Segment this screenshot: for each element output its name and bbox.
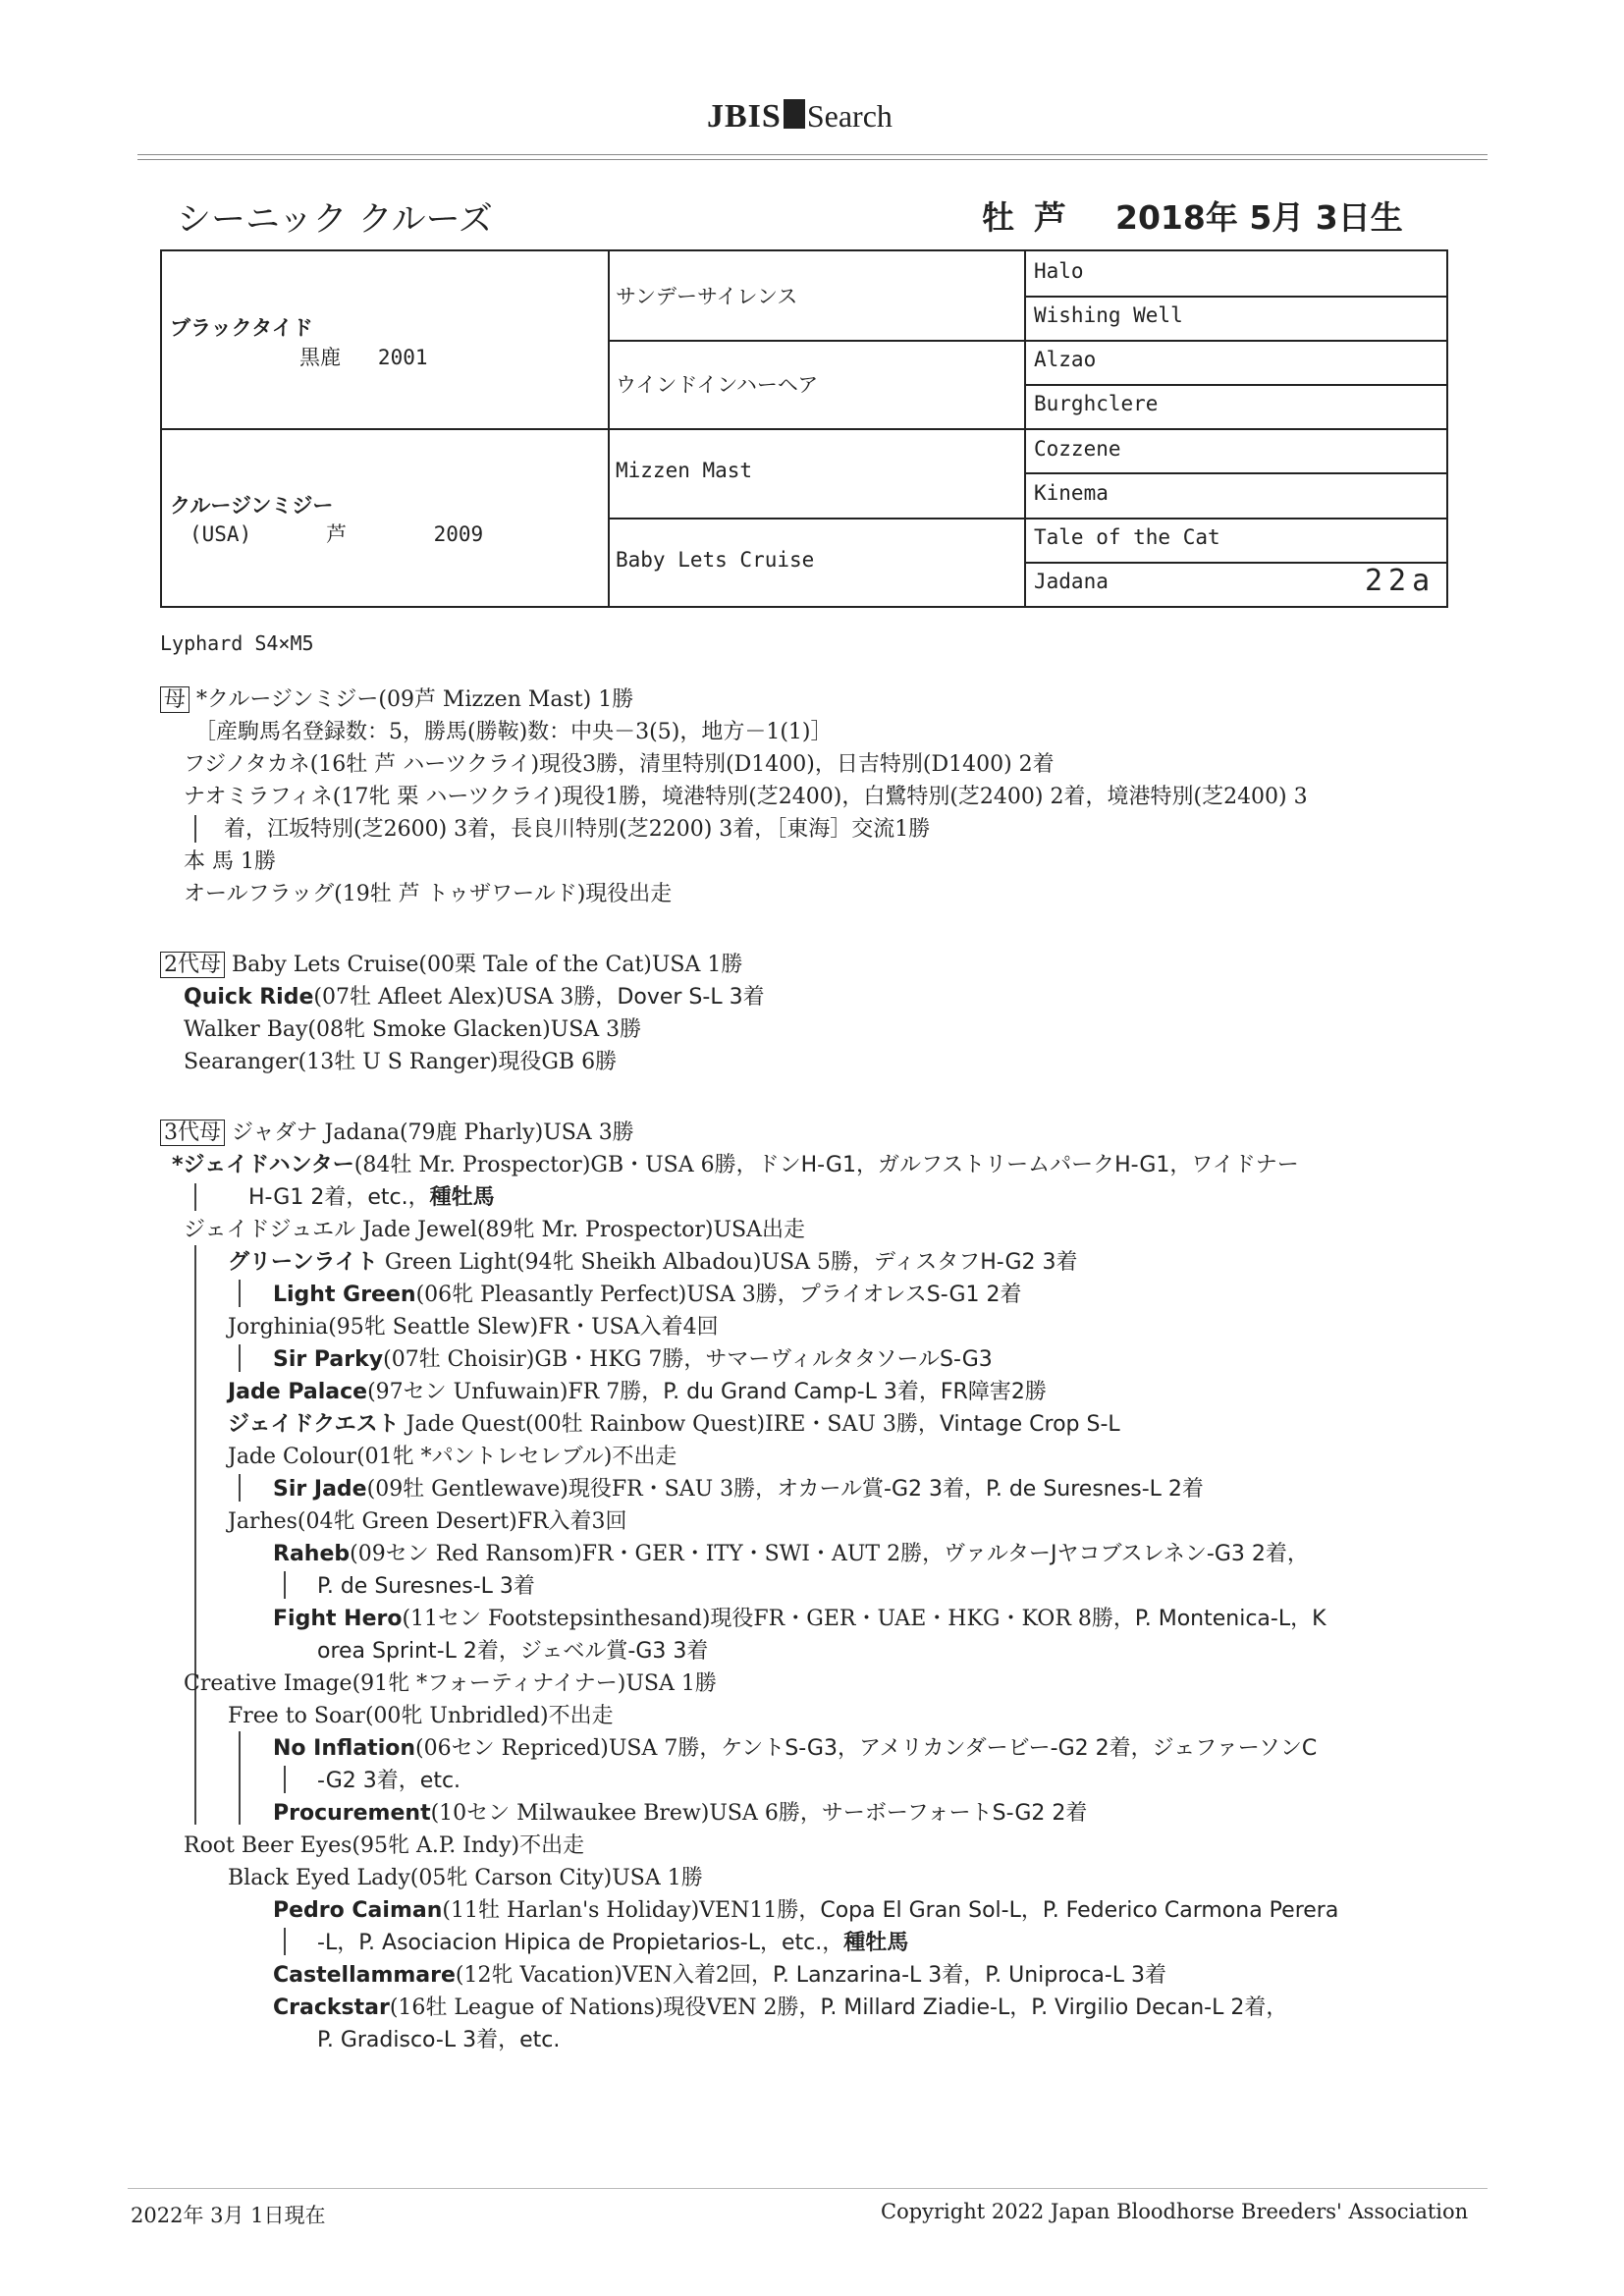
sire-sire: サンデーサイレンス — [616, 285, 798, 308]
inbreeding: Lyphard S4×M5 — [160, 631, 314, 655]
footer-divider — [128, 2188, 1488, 2189]
g3-ancestor: Burghclere — [1034, 392, 1159, 415]
as-of-date: 2022年 3月 1日現在 — [131, 2204, 326, 2227]
g3-ancestor: Halo — [1034, 259, 1084, 283]
g3-ancestor: Alzao — [1034, 348, 1097, 371]
family-number: 22a — [1365, 564, 1436, 598]
copyright: Copyright 2022 Japan Bloodhorse Breeders' Association — [881, 2200, 1469, 2223]
dam-info: (USA) 芦 2009 — [189, 522, 484, 546]
horse-info: 牡 芦 2018年 5月 3日生 — [982, 198, 1403, 237]
g3-ancestor: Jadana — [1034, 570, 1109, 593]
dam-name: クルージンミジー — [170, 494, 334, 518]
family-section: 母 *クルージンミジー(09芦 Mizzen Mast) 1勝 ［産駒馬名登録数：5，勝馬(勝鞍)数：中央－3(5)，地方－1(1)］ フジノタカネ(16牡 芦 ハーツクライ)現役3勝，清里特別(D1400)，日吉特別(D1400) 2着 ナオミラフィネ(17牝 栗 ハーツクライ)現役1勝，境港特別(芝2400)，白鷺特別(芝2400) 2着，境港特別(芝2400) 3 着，江坂特別(芝2600) 3着，長良川特別(芝2200) 3着，［東海］交流1勝 本 馬 1勝 オールフラッグ(19牡 芦 トゥザワールド)現役出走 2代母 Baby Lets Cruise(00栗 Tale of the Cat)USA 1勝 Quick Ride(07牡 Afleet Alex)USA 3勝，Dover S-L 3着 Walker Bay(08牝 Smoke Glacken)USA 3勝 Searanger(13牡 U S Ranger)現役GB 6勝 3代母 ジャダナ Jadana(79鹿 Pharly)USA 3勝 *ジェイドハンター(84牡 Mr. Prospector)GB・USA 6勝，ドンH-G1，ガルフストリームパークH-G1，ワイドナー H-G1 2着，etc.，種牡馬 ジェイドジュエル Jade Jewel(89牝 Mr. Prospector)USA出走 グリーンライト Green Light(94牝 Sheikh Albadou)USA 5勝，ディスタフH-G2 3着 Light Green(06牝 Pleasantly Perfect)USA 3勝，プライオレスS-G1 2着 Jorghinia(95牝 Seattle Slew)FR・USA入着4回 Sir Parky(07牡 Choisir)GB・HKG 7勝，サマーヴィルタタソールS-G3 Jade Palace(97セン Unfuwain)FR 7勝，P. du Grand Camp-L 3着，FR障害2勝 ジェイドクエスト Jade Quest(00牡 Rainbow Quest)IRE・SAU 3勝，Vintage Crop S-L Jade Colour(01牝 *パントレセレブル)不出走 Sir Jade(09牡 Gentlewave)現役FR・SAU 3勝，オカール賞-G2 3着，P. de Suresnes-L 2着 Jarhes(04牝 Green Desert)FR入着3回 Raheb(09セン Red Ransom)FR・GER・ITY・SWI・AUT 2勝，ヴァルターJヤコブスレネン-G3 2着， P. de Suresnes-L 3着 Fight Hero(11セン Footstepsinthesand)現役FR・GER・UAE・HKG・KOR 8勝，P. Montenica-L，K orea Sprint-L 2着，ジェベル賞-G3 3着 Creative Image(91牝 *フォーティナイナー)USA 1勝 Free to Soar(00牝 Unbridled)不出走 No Inflation(06セン Repriced)USA 7勝，ケントS-G3，アメリカンダービー-G2 2着，ジェファーソンC -G2 3着，etc. Procurement(10セン Milwaukee Brew)USA 6勝，サーボーフォートS-G2 2着 Root Beer Eyes(95牝 A.P. Indy)不出走 Black Eyed Lady(05牝 Carson City)USA 1勝 Pedro Caiman(11牡 Harlan's Holiday)VEN11勝，Copa El Gran Sol-L，P. Federico Carmona Perera -L，P. Asociacion Hipica de Propietarios-L，etc.，種牡馬 Castellammare(12牝 Vacation)VEN入着2回，P. Lanzarina-L 3着，P. Uniproca-L 3着 Crackstar(16牡 League of Nations)現役VEN 2勝，P. Millard Ziadie-L，P. Virgilio Decan-L 2着， P. Gradisco-L 3着，etc. — [0, 0, 1624, 2160]
horse-name: シーニック クルーズ — [177, 200, 493, 240]
g3-ancestor: Cozzene — [1034, 437, 1121, 461]
dam-line: 母 *クルージンミジー(09芦 Mizzen Mast) 1勝 — [160, 683, 633, 716]
sire-name: ブラックタイド — [170, 316, 313, 340]
sire-info: 黒鹿 2001 — [299, 346, 428, 369]
g3-ancestor: Kinema — [1034, 481, 1109, 505]
third-dam-line: 3代母 ジャダナ Jadana(79鹿 Pharly)USA 3勝 — [160, 1117, 634, 1149]
dam-sire: Mizzen Mast — [616, 459, 753, 482]
g3-ancestor: Tale of the Cat — [1034, 525, 1220, 549]
dam-dam: Baby Lets Cruise — [616, 548, 815, 572]
sire-dam: ウインドインハーヘア — [616, 373, 819, 397]
g3-ancestor: Wishing Well — [1034, 303, 1183, 327]
jbis-logo: JBIS Search — [707, 98, 893, 135]
second-dam-line: 2代母 Baby Lets Cruise(00栗 Tale of the Cat)USA 1勝 — [160, 949, 742, 981]
